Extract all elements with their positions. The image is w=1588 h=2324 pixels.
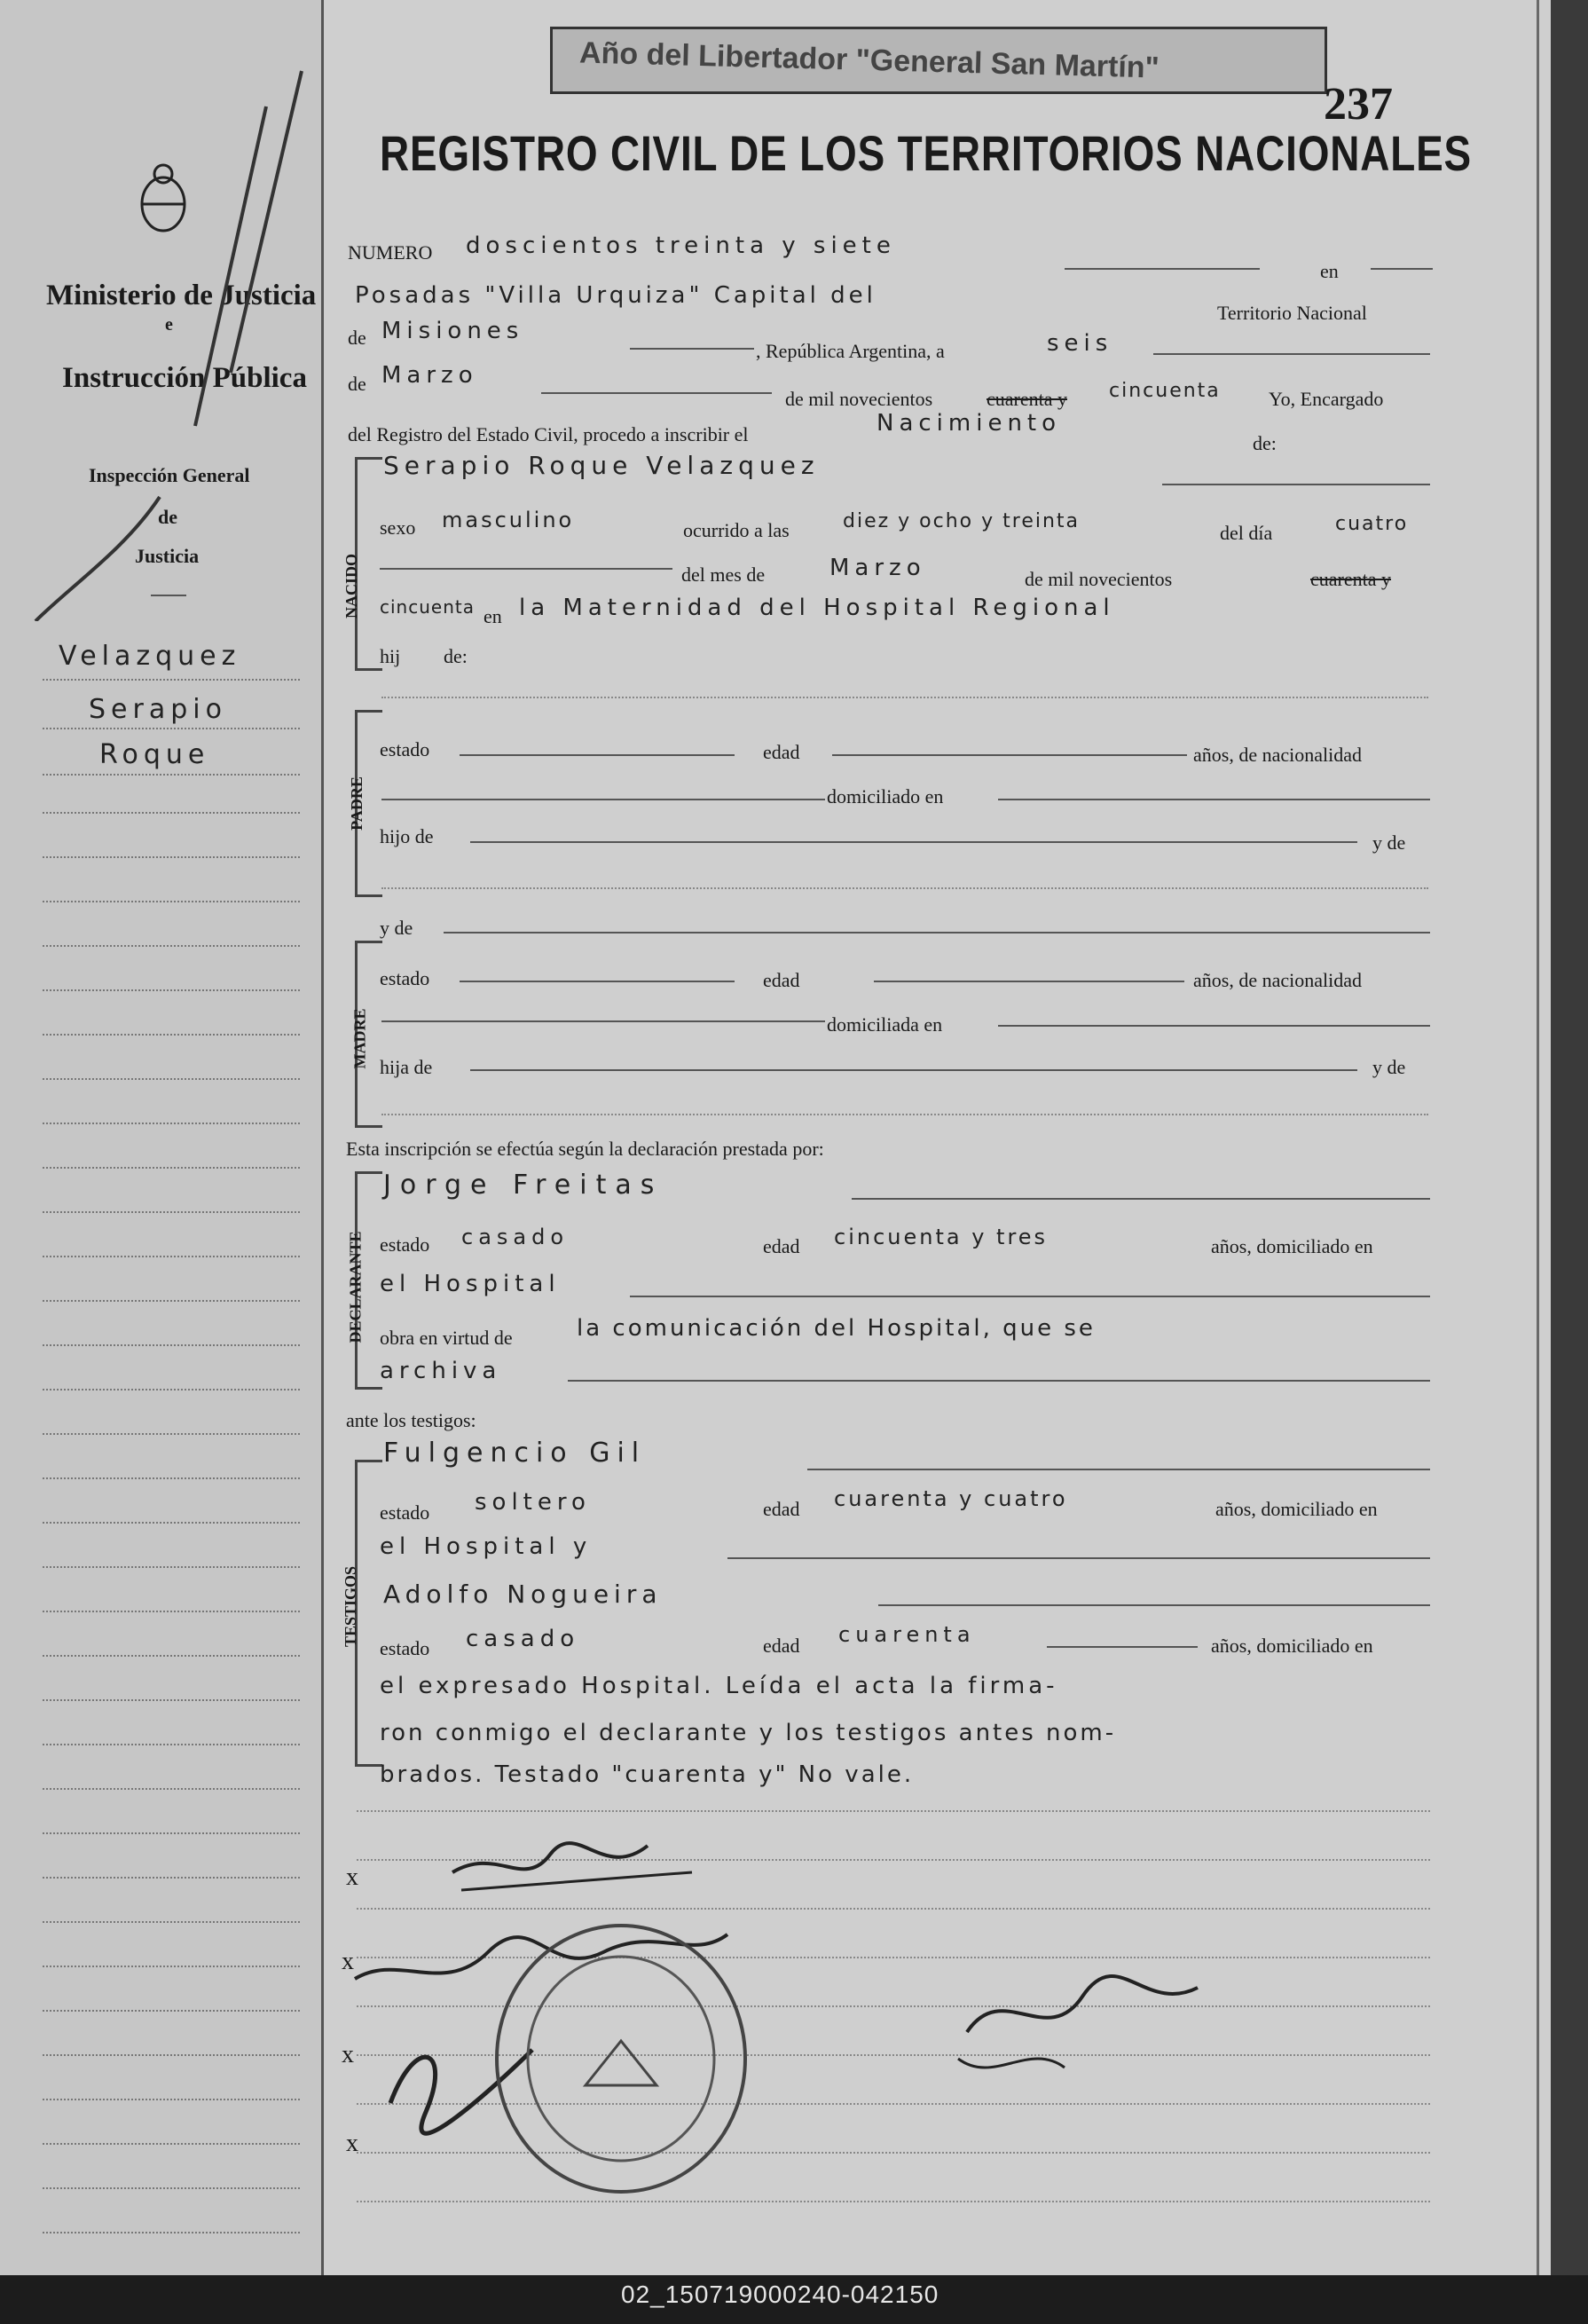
page-title: REGISTRO CIVIL DE LOS TERRITORIOS NACIONALES bbox=[380, 125, 1472, 181]
label-madre-hija: hija de bbox=[380, 1056, 433, 1078]
label-obra: obra en virtud de bbox=[380, 1327, 513, 1349]
stub-annotation bbox=[0, 53, 319, 621]
stub-name2: Roque bbox=[99, 739, 210, 770]
label-de-1: de bbox=[348, 327, 366, 349]
label-madre-anos: años, de nacionalidad bbox=[1193, 969, 1362, 991]
stub-name1: Serapio bbox=[89, 694, 227, 725]
label-de-colon: de: bbox=[1253, 432, 1277, 454]
label-madre-y-de: y de bbox=[380, 917, 413, 939]
label-de-mil-nov: de mil novecientos bbox=[1025, 568, 1173, 590]
inspeccion-line2: de bbox=[158, 506, 177, 528]
label-t2-edad: edad bbox=[763, 1635, 800, 1657]
hw-testigo1: Fulgencio Gil bbox=[383, 1438, 647, 1469]
label-t1-estado: estado bbox=[380, 1501, 430, 1524]
right-margin-line bbox=[1537, 0, 1539, 2275]
label-ante-testigos: ante los testigos: bbox=[346, 1409, 476, 1431]
label-hij-de: de: bbox=[444, 645, 468, 667]
hw-t2-dom: el expresado Hospital. Leída el acta la firma- bbox=[380, 1673, 1058, 1699]
label-padre-y-de: y de bbox=[1372, 831, 1406, 854]
inspeccion-line1: Inspección General bbox=[89, 464, 250, 486]
label-de-mil: de mil novecientos bbox=[785, 388, 933, 410]
hw-hora: diez y ocho y treinta bbox=[843, 510, 1081, 532]
stub-surname: Velazquez bbox=[59, 641, 241, 672]
hw-dia-nac: cuatro bbox=[1335, 513, 1409, 535]
label-madre-dom: domiciliada en bbox=[827, 1013, 943, 1036]
label-de-2: de bbox=[348, 373, 366, 395]
label-del-registro: del Registro del Estado Civil, procedo a inscribir el bbox=[348, 423, 749, 445]
hw-acto: Nacimiento bbox=[877, 410, 1062, 437]
footer-id: 02_150719000240-042150 bbox=[621, 2281, 939, 2308]
label-padre: PADRE bbox=[347, 776, 366, 831]
label-nacido: NACIDO bbox=[342, 553, 361, 619]
hw-numero: doscientos treinta y siete bbox=[466, 232, 896, 259]
label-t1-anos: años, domiciliado en bbox=[1215, 1498, 1378, 1520]
label-madre: MADRE bbox=[350, 1008, 369, 1069]
hw-territorio: Misiones bbox=[381, 318, 524, 344]
hw-decl-edad: cincuenta y tres bbox=[834, 1225, 1049, 1249]
label-en: en bbox=[1320, 260, 1339, 282]
label-cuarenta-y-2: cuarenta y bbox=[1310, 568, 1391, 590]
hw-dia: seis bbox=[1047, 330, 1113, 357]
label-decl-edad: edad bbox=[763, 1235, 800, 1257]
hw-sexo: masculino bbox=[442, 508, 575, 532]
label-padre-edad: edad bbox=[763, 741, 800, 763]
hw-t2-edad: cuarenta bbox=[838, 1622, 976, 1647]
hw-declarante: Jorge Freitas bbox=[383, 1170, 664, 1201]
hw-decl-estado: casado bbox=[461, 1225, 570, 1249]
inspeccion-line3: Justicia bbox=[135, 545, 200, 567]
label-numero: NUMERO bbox=[348, 241, 433, 264]
label-republica: , República Argentina, a bbox=[756, 340, 945, 362]
ministry-line1: Ministerio de Justicia bbox=[46, 280, 317, 311]
label-esta-inscripcion: Esta inscripción se efectúa según la declaración prestada por: bbox=[346, 1138, 824, 1160]
label-madre-edad: edad bbox=[763, 969, 800, 991]
label-t2-estado: estado bbox=[380, 1637, 430, 1659]
signature-mark-3: x bbox=[342, 2041, 354, 2068]
label-decl-anos: años, domiciliado en bbox=[1211, 1235, 1373, 1257]
label-del-mes: del mes de bbox=[681, 563, 766, 586]
signatures-and-seal bbox=[319, 1819, 1348, 2210]
ministry-line3: Instrucción Pública bbox=[62, 362, 307, 394]
hw-lugar-nac: la Maternidad del Hospital Regional bbox=[519, 595, 1115, 621]
hw-t1-estado: soltero bbox=[475, 1489, 591, 1516]
hw-t2-estado: casado bbox=[466, 1626, 580, 1652]
ministry-line2: e bbox=[165, 315, 173, 335]
label-testigos: TESTIGOS bbox=[342, 1565, 360, 1648]
label-padre-hijo: hijo de bbox=[380, 825, 434, 847]
hw-obra2: archiva bbox=[380, 1358, 502, 1384]
label-padre-estado: estado bbox=[380, 738, 430, 760]
hw-t1-edad: cuarenta y cuatro bbox=[834, 1486, 1068, 1511]
page-edge bbox=[1551, 0, 1588, 2275]
label-madre-y-de-end: y de bbox=[1372, 1056, 1406, 1078]
label-padre-anos: años, de nacionalidad bbox=[1193, 744, 1362, 766]
hw-t1-dom: el Hospital y bbox=[380, 1533, 593, 1560]
label-sexo: sexo bbox=[380, 516, 416, 539]
hw-anio: cincuenta bbox=[1109, 380, 1221, 402]
label-yo-encargado: Yo, Encargado bbox=[1269, 388, 1384, 410]
footer-bar bbox=[0, 2275, 1588, 2324]
label-madre-estado: estado bbox=[380, 967, 430, 989]
label-del-dia: del día bbox=[1220, 522, 1273, 544]
label-en-2: en bbox=[483, 605, 502, 627]
label-decl-estado: estado bbox=[380, 1233, 430, 1256]
year-stamp-text: Año del Libertador "General San Martín" bbox=[578, 35, 1160, 85]
hw-decl-dom: el Hospital bbox=[380, 1271, 561, 1297]
label-hij: hij bbox=[380, 645, 401, 667]
label-declarante: DECLARANTE bbox=[346, 1231, 365, 1343]
hw-obra: la comunicación del Hospital, que se bbox=[577, 1315, 1096, 1342]
page-number: 237 bbox=[1324, 79, 1393, 130]
label-padre-dom: domiciliado en bbox=[827, 785, 944, 807]
year-stamp bbox=[550, 27, 1327, 94]
hw-lugar: Posadas "Villa Urquiza" Capital del bbox=[355, 282, 877, 309]
hw-testigo2: Adolfo Nogueira bbox=[383, 1580, 663, 1609]
hw-anio-nac: cincuenta bbox=[380, 596, 475, 618]
signature-mark-2: x bbox=[342, 1948, 354, 1975]
hw-t2-dom2: ron conmigo el declarante y los testigos antes nom- bbox=[380, 1720, 1117, 1746]
signature-mark-4: x bbox=[346, 2130, 358, 2157]
hw-mes: Marzo bbox=[381, 362, 478, 389]
label-ocurrido: ocurrido a las bbox=[683, 519, 790, 541]
label-t2-anos: años, domiciliado en bbox=[1211, 1635, 1373, 1657]
signature-mark-1: x bbox=[346, 1863, 358, 1891]
label-territorio: Territorio Nacional bbox=[1217, 302, 1367, 324]
hw-nombre: Serapio Roque Velazquez bbox=[383, 451, 820, 480]
hw-t2-dom3: brados. Testado "cuarenta y" No vale. bbox=[380, 1761, 915, 1788]
label-t1-edad: edad bbox=[763, 1498, 800, 1520]
hw-mes-nac: Marzo bbox=[829, 555, 926, 581]
label-cuarenta-y: cuarenta y bbox=[987, 388, 1067, 410]
